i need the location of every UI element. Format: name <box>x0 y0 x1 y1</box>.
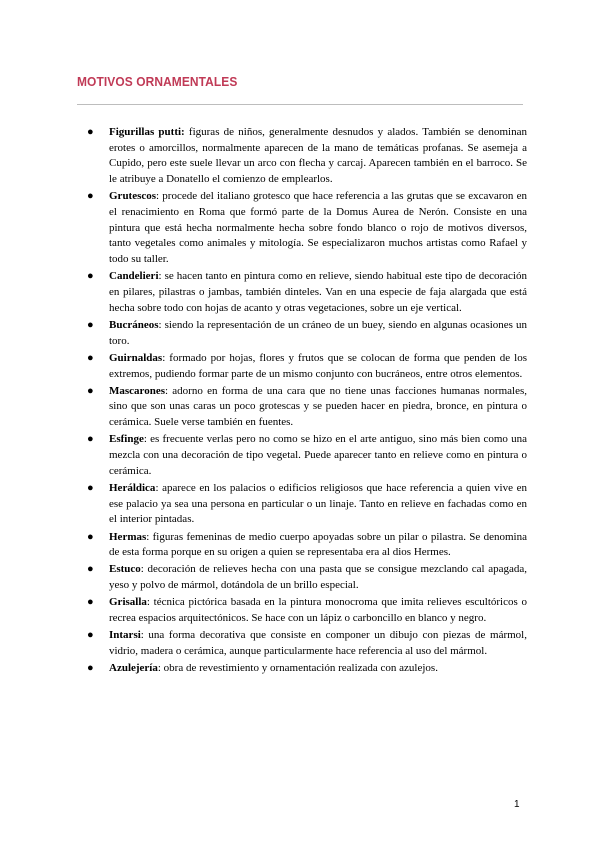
item-term: Grisalla <box>109 596 147 609</box>
item-term: Mascarones <box>109 384 166 397</box>
item-term: Grutescos <box>109 190 157 203</box>
page-title: MOTIVOS ORNAMENTALES <box>77 74 238 89</box>
bullet-icon: ● <box>87 351 94 364</box>
bullet-icon: ● <box>87 530 94 543</box>
item-term: Heráldica <box>109 481 156 494</box>
list-item <box>87 530 527 561</box>
item-description: : aparece en los palacios o edificios religiosos que hace referencia a quien vive en ese palacio ya sea una persona en particular o un linaje. Tanto en relieve en fachadas como en el interior pintadas. <box>109 481 527 526</box>
bullet-icon: ● <box>87 318 94 331</box>
bullet-icon: ● <box>87 596 94 609</box>
bullet-icon: ● <box>87 662 94 675</box>
item-term: Figurillas putti: <box>109 126 185 138</box>
bullet-icon: ● <box>87 190 94 203</box>
list-item <box>87 432 527 479</box>
bullet-icon: ● <box>87 563 94 576</box>
list-item <box>87 628 527 659</box>
item-term: Intarsi <box>109 629 141 642</box>
item-description: : es frecuente verlas pero no como se hizo en el arte antiguo, sino más bien como una mezcla con una decoración de tipo vegetal. Puede aparecer tanto en relieve como en pintura o cerámica. <box>109 433 527 477</box>
item-term: Bucráneos <box>109 318 159 331</box>
item-description: : una forma decorativa que consiste en componer un dibujo con piezas de mármol, vidrio, madera o cerámica, aunque particularmente hace referencia al uso del mármol. <box>109 629 527 657</box>
item-description: : procede del italiano grotesco que hace referencia a las grutas que se excavaron en el renacimiento en Roma que formó parte de la Domus Aurea de Nerón. Consiste en una pintura que está hecha normalmente hecha sobre fondo blanco o rojo de motivos diversos, tanto vegetales como animales y mitología. Se especializaron muchos artistas como Rafael y todo su taller. <box>109 190 527 266</box>
item-description: figuras de niños, generalmente desnudos y alados. También se denominan erotes o amorcillos, normalmente aparecen de la mano de temáticas profanas. Se asemeja a Cupido, pero este suele llevar un arco con flecha y carcaj. Aparecen también en el barroco. Se le atribuye a Donatello el comienzo de emplearlos. <box>109 126 527 186</box>
item-term: Esfinge <box>109 433 144 446</box>
list-item <box>87 661 527 677</box>
item-description: : figuras femeninas de medio cuerpo apoyadas sobre un pilar o pilastra. Se denomina de esta forma porque en su origen a quien se representaba era al dios Hermes. <box>109 530 527 559</box>
list-item <box>87 562 527 593</box>
item-term: Azulejería <box>109 662 158 675</box>
item-description: : se hacen tanto en pintura como en relieve, siendo habitual este tipo de decoración en pilares, pilastras o jambas, también dinteles. Van en una especie de faja alargada que está hecha sobre todo con hojas de acanto y otras vegetaciones, sobre un eje vertical. <box>109 270 527 314</box>
bullet-icon: ● <box>87 481 94 494</box>
bullet-icon: ● <box>87 629 94 642</box>
list-item <box>87 481 527 528</box>
list-item <box>87 269 527 316</box>
item-description: : técnica pictórica basada en la pintura monocroma que imita relieves escultóricos o recrea espacios arquitectónicos. Se hace con un lápiz o carboncillo en blanco y negro. <box>109 596 527 625</box>
list-item <box>87 125 527 188</box>
list-item <box>87 318 527 349</box>
page-number: 1 <box>514 799 520 810</box>
item-term: Hermas <box>109 530 147 543</box>
item-description: : obra de revestimiento y ornamentación realizada con azulejos. <box>157 662 438 675</box>
item-description: : decoración de relieves hecha con una pasta que se consigue mezclando cal apagada, yeso y polvo de mármol, dotándola de un brillo especial. <box>109 563 527 592</box>
item-term: Candelieri <box>109 270 159 283</box>
bullet-icon: ● <box>87 270 94 283</box>
item-description: : siendo la representación de un cráneo de un buey, siendo en algunas ocasiones un toro. <box>109 318 527 347</box>
item-term: Estuco <box>109 563 141 576</box>
bullet-icon: ● <box>87 433 94 446</box>
list-item <box>87 189 527 268</box>
ornament-list <box>87 125 527 678</box>
item-description: : formado por hojas, flores y frutos que se colocan de forma que penden de los extremos, pudiendo formar parte de un mismo conjunto con bucráneos, entre otros elementos. <box>109 351 527 380</box>
list-item <box>87 595 527 626</box>
item-description: : adorno en forma de una cara que no tiene unas facciones humanas normales, sino que son unas caras un poco grotescas y se pueden hacer en piedra, bronce, en pintura o cerámica. Suele verse también en fuentes. <box>109 384 527 429</box>
bullet-icon: ● <box>87 384 94 397</box>
item-term: Guirnaldas <box>109 351 163 364</box>
list-item <box>87 384 527 431</box>
bullet-icon: ● <box>87 126 94 138</box>
title-divider <box>77 104 523 105</box>
list-item <box>87 351 527 382</box>
